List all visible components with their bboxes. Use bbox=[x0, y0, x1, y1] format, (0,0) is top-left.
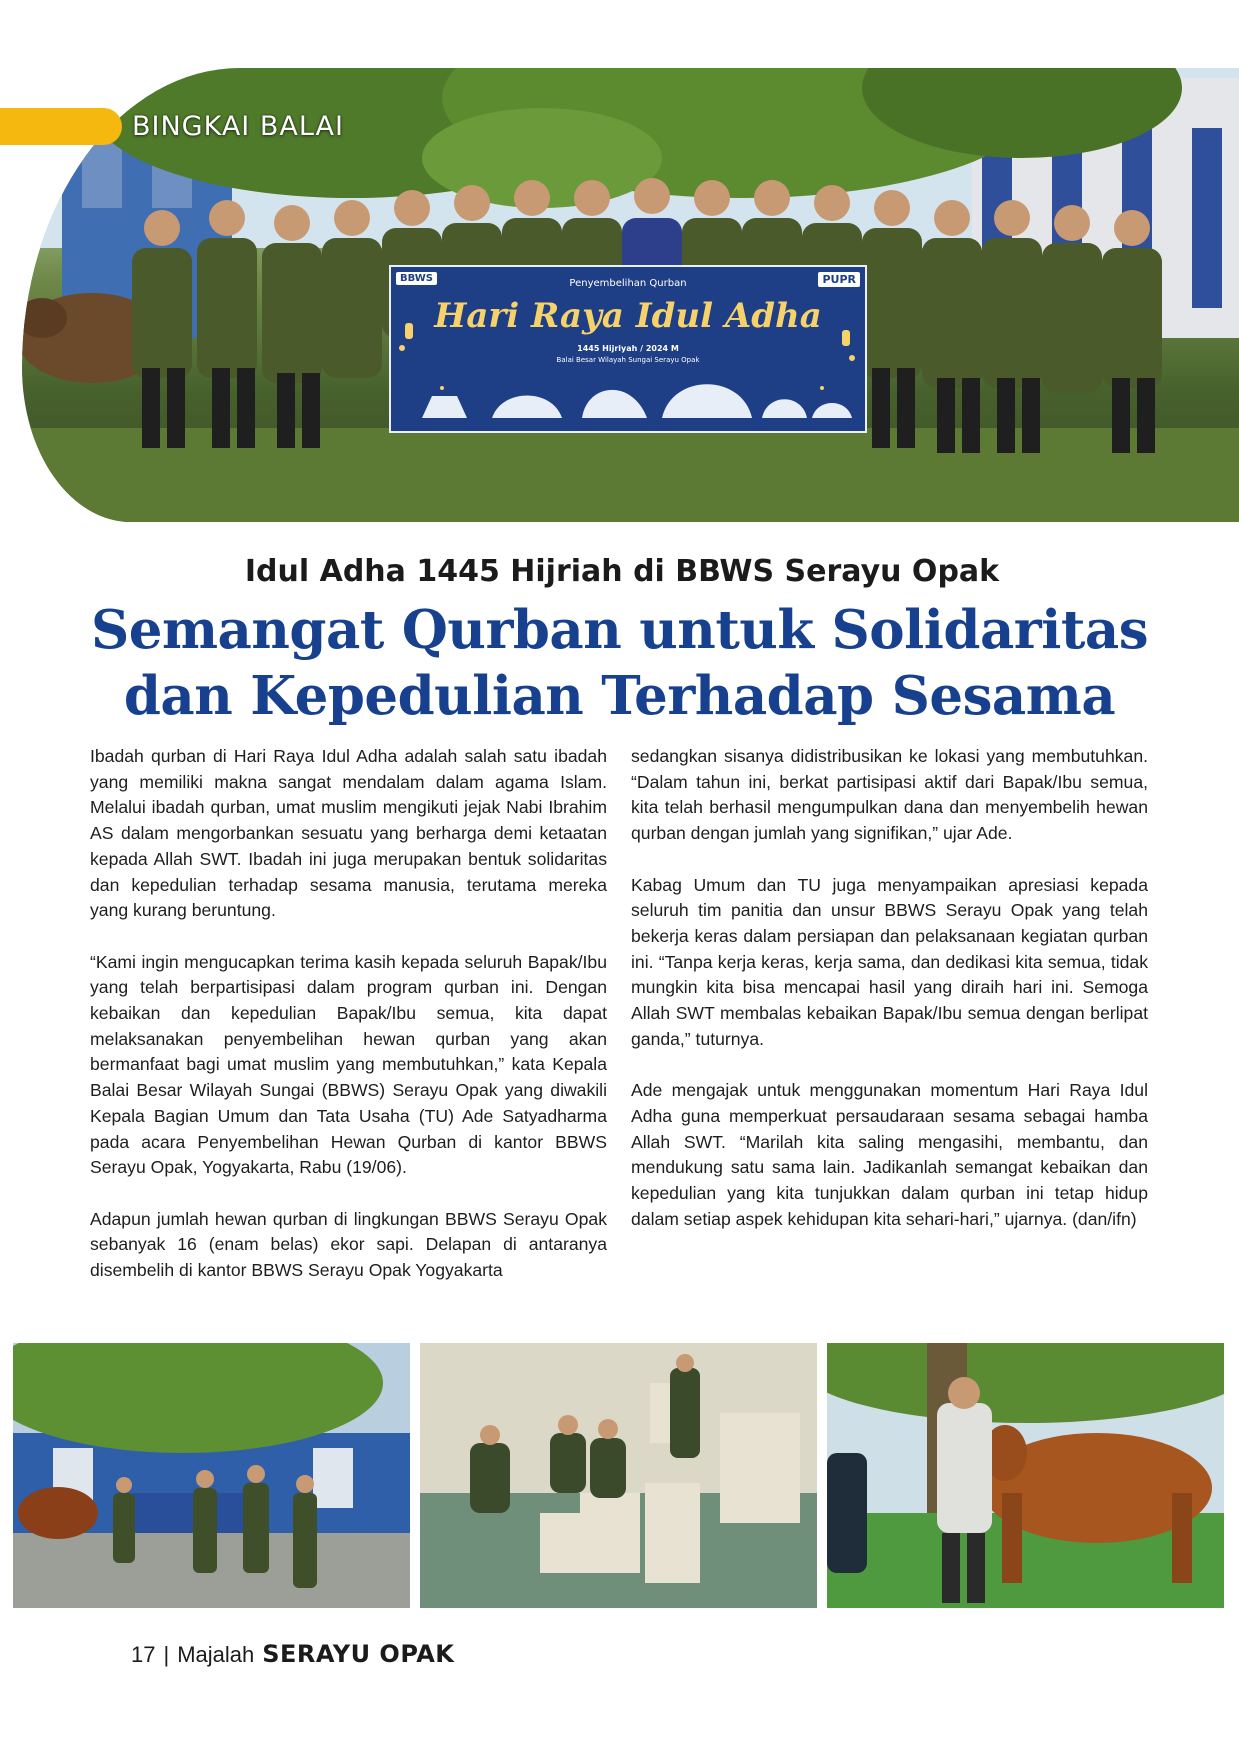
article-title bbox=[0, 597, 1239, 729]
paragraph: sedangkan sisanya didistribusikan ke lokasi yang membutuhkan. “Dalam tahun ini, berkat partisipasi aktif dari Bapak/Ibu semua, kita telah berhasil mengumpulkan dana dan menyembelih hewan qurban dengan jumlah yang signifikan,” ujar Ade. bbox=[631, 746, 1148, 844]
banner-year: 1445 Hijriyah / 2024 M bbox=[577, 344, 679, 353]
banner-heading: Penyembelihan Qurban bbox=[569, 278, 687, 289]
paragraph: Ibadah qurban di Hari Raya Idul Adha adalah salah satu ibadah yang memiliki makna sangat mendalam dalam agama Islam. Melalui ibadah qurban, umat muslim mengikuti jejak Nabi Ibrahim AS dalam mengorbankan sesuatu yang berharga demi ketaatan kepada Allah SWT. Ibadah ini juga merupakan bentuk solidaritas dan kepedulian terhadap sesama manusia, terutama mereka yang kurang beruntung. bbox=[90, 746, 607, 921]
banner-logo-left: BBWS bbox=[396, 272, 437, 285]
photo-packing-meat bbox=[420, 1343, 817, 1608]
banner-org: Balai Besar Wilayah Sungai Serayu Opak bbox=[556, 356, 700, 364]
page-footer bbox=[131, 1640, 454, 1670]
article-column-right bbox=[631, 744, 1148, 1232]
banner-text-group bbox=[390, 266, 866, 432]
section-label: BINGKAI BALAI bbox=[132, 111, 344, 142]
paragraph: Ade mengajak untuk menggunakan momentum Hari Raya Idul Adha guna memperkuat persaudaraan sesama sebagai hamba Allah SWT. “Marilah kita saling mengasihi, membantu, dan mendukung satu sama lain. Jadikanlah semangat kebaikan dan kepedulian yang kita tunjukkan dalam qurban ini tetap hidup dalam setiap aspek kehidupan kita sehari-hari,” ujarnya. (dan/ifn) bbox=[631, 1080, 1148, 1229]
photo-cattle bbox=[827, 1343, 1224, 1608]
paragraph: Adapun jumlah hewan qurban di lingkungan BBWS Serayu Opak sebanyak 16 (enam belas) ekor sapi. Delapan di antaranya disembelih di kantor BBWS Serayu Opak Yogyakarta bbox=[90, 1208, 607, 1281]
footer-magazine-label: Majalah bbox=[177, 1642, 255, 1667]
footer-separator: | bbox=[163, 1642, 170, 1667]
footer-brand: SERAYU OPAK bbox=[262, 1640, 455, 1668]
article-title-line-2: dan Kepedulian Terhadap Sesama bbox=[123, 665, 1116, 727]
article-column-left bbox=[90, 744, 607, 1284]
photo-handover bbox=[13, 1343, 410, 1608]
paragraph: Kabag Umum dan TU juga menyampaikan apresiasi kepada seluruh tim panitia dan unsur BBWS Serayu Opak yang telah bekerja keras dalam persiapan dan pelaksanaan kegiatan qurban ini. “Tanpa kerja keras, kerja sama, dan dedikasi kita semua, tidak mungkin kita bisa mencapai hasil yang diraih hari ini. Semoga Allah SWT membalas kebaikan Bapak/Ibu semua dengan berlipat ganda,” tuturnya. bbox=[631, 874, 1148, 1049]
article-kicker: Idul Adha 1445 Hijriah di BBWS Serayu Opak bbox=[244, 554, 1000, 589]
page-number: 17 bbox=[131, 1642, 156, 1667]
paragraph: “Kami ingin mengucapkan terima kasih kepada seluruh Bapak/Ibu yang telah berpartisipasi dalam program qurban ini. Dengan kebaikan dan kepedulian Bapak/Ibu semua, kita dapat melaksanakan penyembelihan hewan qurban yang akan bermanfaat bagi umat muslim yang membutuhkan,” kata Kepala Balai Besar Wilayah Sungai (BBWS) Serayu Opak yang diwakili Kepala Bagian Umum dan Tata Usaha (TU) Ade Satyadharma pada acara Penyembelihan Hewan Qurban di kantor BBWS Serayu Opak, Yogyakarta, Rabu (19/06). bbox=[90, 951, 607, 1178]
section-tab bbox=[0, 108, 122, 145]
banner-title: Hari Raya Idul Adha bbox=[434, 296, 822, 336]
article-title-line-1: Semangat Qurban untuk Solidaritas bbox=[90, 599, 1149, 661]
banner-logo-right: PUPR bbox=[818, 272, 860, 287]
